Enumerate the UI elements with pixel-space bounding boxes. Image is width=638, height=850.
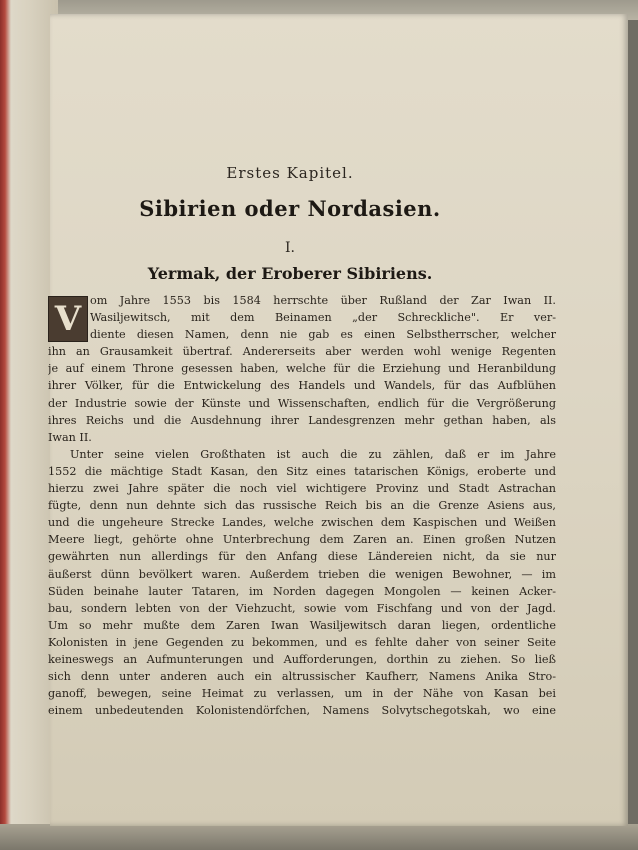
body-text: [48, 292, 556, 719]
section-number: I.: [285, 240, 295, 256]
text-line: fügte, denn nun dehnte sich das russische Reich bis an die Grenze Asiens aus,: [48, 499, 556, 513]
section-title: Yermak, der Eroberer Sibiriens.: [147, 264, 433, 283]
text-line: der Industrie sowie der Künste und Wissenschaften, endlich für die Vergrößerung: [48, 396, 556, 410]
text-line: Unter seine vielen Großthaten ist auch die zu zählen, daß er im Jahre: [70, 447, 556, 461]
text-line: keineswegs an Aufmunterungen und Aufforderungen, dorthin zu ziehen. So ließ: [48, 652, 556, 666]
text-line: diente diesen Namen, denn nie gab es einen Selbstherrscher, welcher: [90, 328, 556, 342]
text-line: sich denn unter anderen auch ein altrussischer Kaufherr, Namens Anika Stro-: [48, 670, 556, 684]
text-line: ihn an Grausamkeit übertraf. Andererseits aber werden wohl wenige Regenten: [48, 345, 556, 359]
text-line: gewährten nun allerdings für den Anfang diese Ländereien nicht, da sie nur: [48, 550, 556, 564]
text-line: ganoff, bewegen, seine Heimat zu verlassen, um in der Nähe von Kasan bei: [48, 687, 556, 701]
book-bottom-edge: [0, 824, 638, 850]
text-line: und die ungeheure Strecke Landes, welche zwischen dem Kaspischen und Weißen: [48, 516, 556, 530]
text-line: Kolonisten in jene Gegenden zu bekommen, und es fehlte daher von seiner Seite: [48, 635, 556, 649]
text-line: Um so mehr mußte dem Zaren Iwan Wasiljewitsch daran liegen, ordentliche: [48, 618, 556, 632]
text-line: om Jahre 1553 bis 1584 herrschte über Rußland der Zar Iwan II.: [90, 294, 556, 307]
text-line: Iwan II.: [48, 430, 92, 444]
text-line: bau, sondern lebten von der Viehzucht, sowie vom Fischfang und von der Jagd.: [48, 601, 556, 615]
text-line: ihrer Völker, für die Entwickelung des Handels und Wandels, für das Aufblühen: [48, 379, 556, 393]
chapter-title: Sibirien oder Nordasien.: [139, 196, 441, 221]
text-line: je auf einem Throne gesessen haben, welche für die Erziehung und Heranbildung: [48, 362, 556, 376]
text-line: äußerst dünn bevölkert waren. Außerdem trieben die wenigen Bewohner, — im: [48, 567, 556, 581]
text-line: 1552 die mächtige Stadt Kasan, den Sitz eines tatarischen Königs, eroberte und: [48, 464, 556, 478]
text-line: ihres Reichs und die Ausdehnung ihrer Landesgrenzen mehr gethan haben, als: [48, 413, 556, 427]
chapter-label: Erstes Kapitel.: [226, 164, 354, 182]
text-line: einem unbedeutenden Kolonistendörfchen, Namens Solvytschegotskah, wo eine: [48, 704, 556, 718]
drop-cap-initial: V: [48, 296, 88, 342]
text-line: Wasiljewitsch, mit dem Beinamen „der Schreckliche". Er ver-: [90, 311, 556, 325]
text-line: Süden beinahe lauter Tataren, im Norden dagegen Mongolen — keinen Acker-: [48, 584, 556, 598]
text-line: Meere liegt, gehörte ohne Unterbrechung dem Zaren an. Einen großen Nutzen: [48, 533, 556, 547]
text-line: hierzu zwei Jahre später die noch viel wichtigere Provinz und Stadt Astrachan: [48, 482, 556, 496]
